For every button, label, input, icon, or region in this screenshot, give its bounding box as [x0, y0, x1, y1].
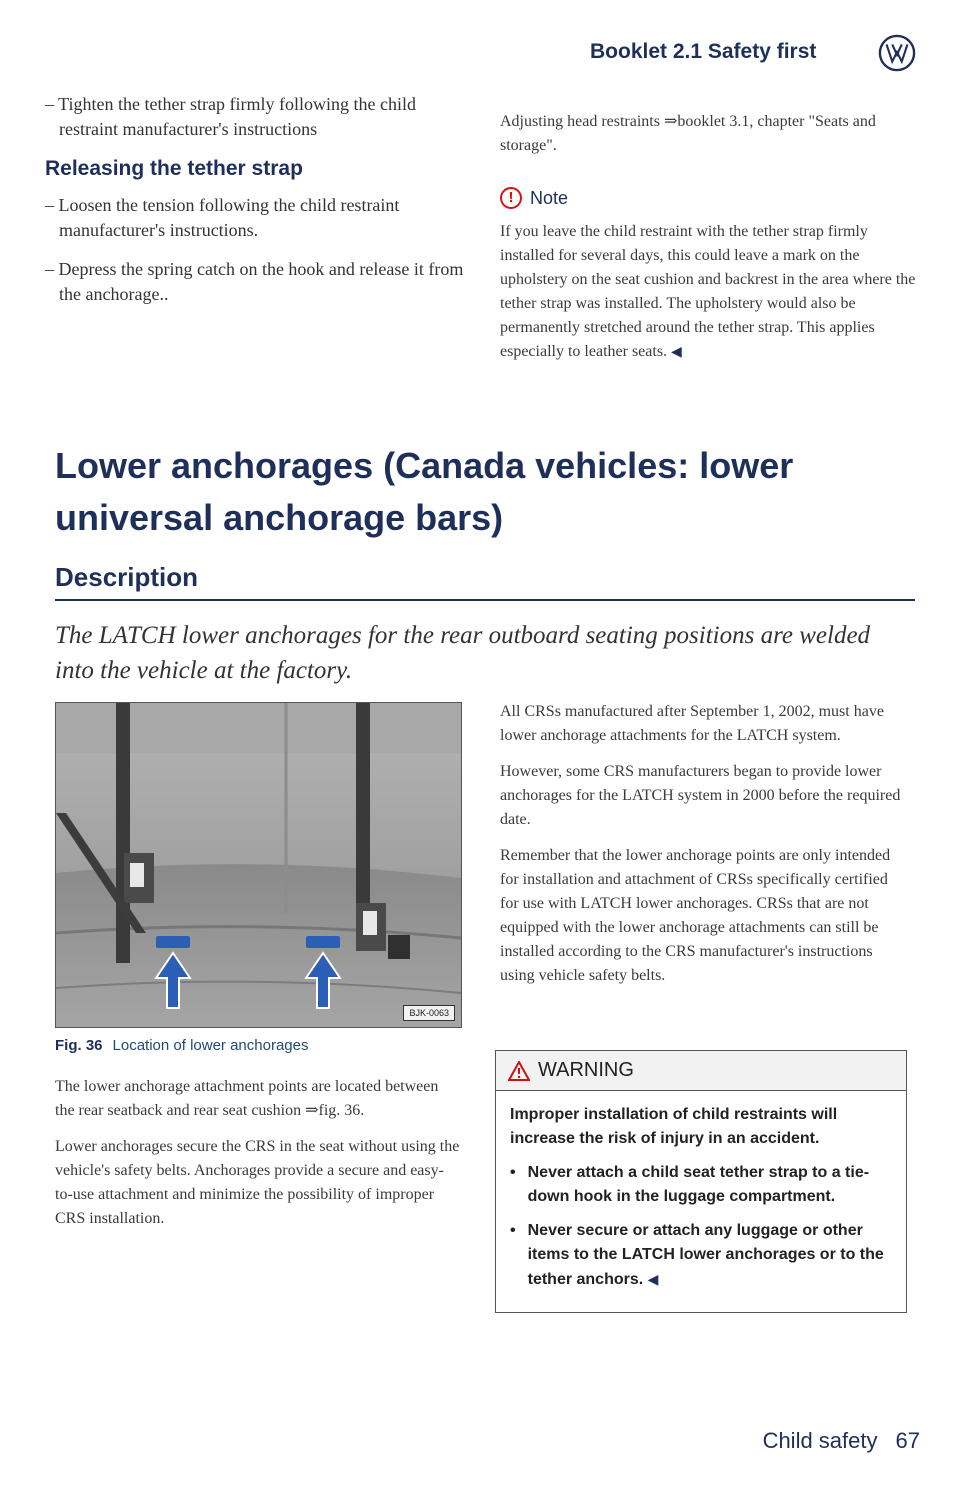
section-title: Lower anchorages (Canada vehicles: lower universal anchorage bars) [55, 445, 794, 538]
note-heading [500, 186, 920, 210]
chapter-name: Child safety [762, 1428, 878, 1453]
crs-manufactured-paragraph: All CRSs manufactured after September 1, 2002, must have lower anchorage attachments for the LATCH system. [500, 703, 884, 744]
warning-bullet [510, 1219, 892, 1302]
page-header [590, 28, 920, 78]
head-restraint-note [500, 110, 920, 365]
crs-remember-paragraph: Remember that the lower anchorage points are only intended for installation and attachment of CRSs specifically certified for use with LATCH lower anchorages. CRSs that are not equipped with the lower anchorage attachments can still be installed according to the CRS manufacturer's instructions using vehicle safety belts. [500, 847, 891, 984]
end-marker-icon: ◀ [671, 345, 682, 360]
bullet-icon: • [510, 1164, 516, 1181]
warning-intro: Improper installation of child restraints will increase the risk of injury in an accident. [510, 1106, 838, 1147]
bullet-icon: • [510, 1222, 516, 1239]
header-title: Booklet 2.1 Safety first [590, 40, 817, 63]
warning-bullet [510, 1161, 892, 1219]
warning-triangle-icon [508, 1061, 530, 1081]
note-text: If you leave the child restraint with the tether strap firmly installed for several days, this could leave a mark on the upholstery on the seat cushion and backrest in the area where the tether strap was installed. The upholstery would also be permanently stretched around the tether strap. This applies especially to leather seats. ◀ [500, 223, 916, 360]
warning-label: WARNING [538, 1059, 634, 1081]
vw-logo-icon [878, 34, 916, 72]
release-heading: Releasing the tether strap [45, 157, 303, 180]
rear-seat-illustration [56, 703, 461, 1027]
figure-caption [55, 1037, 460, 1054]
depress-step: – Depress the spring catch on the hook and release it from the anchorage.. [45, 259, 464, 304]
warning-body [496, 1091, 906, 1312]
warning-bullet-text: Never attach a child seat tether strap to a tie-down hook in the luggage compartment. [527, 1164, 870, 1205]
info-circle-icon: ! [500, 187, 522, 209]
loosen-step: – Loosen the tension following the child restraint manufacturer's instructions. [45, 195, 400, 240]
figure-caption-text: Location of lower anchorages [112, 1037, 309, 1054]
lower-anchorage-text [55, 1075, 460, 1243]
page-footer [700, 1428, 920, 1454]
tether-instructions [45, 92, 465, 321]
crs-info-text [500, 700, 910, 1000]
tighten-step: – Tighten the tether strap firmly following the child restraint manufacturer's instructions [45, 94, 416, 139]
description-heading-block [55, 562, 915, 601]
page-number: 67 [895, 1428, 920, 1453]
warning-header [496, 1051, 906, 1091]
adjusting-link-text[interactable]: Adjusting head restraints ⇒booklet 3.1, chapter "Seats and storage". [500, 113, 876, 154]
location-paragraph: The lower anchorage attachment points are located between the rear seatback and rear seat cushion ⇒fig. 36. [55, 1078, 439, 1119]
crs-2000-paragraph: However, some CRS manufacturers began to provide lower anchorages for the LATCH system in 2000 before the required date. [500, 763, 901, 828]
intro-text: The LATCH lower anchorages for the rear outboard seating positions are welded into the vehicle at the factory. [55, 622, 871, 684]
anchorage-figure [55, 702, 462, 1028]
warning-bullet-text: Never secure or attach any luggage or other items to the LATCH lower anchorages or to the tether anchors. ◀ [527, 1222, 884, 1288]
note-label: Note [530, 188, 569, 208]
subsection-title: Description [55, 562, 915, 601]
warning-box [495, 1050, 907, 1313]
secure-paragraph: Lower anchorages secure the CRS in the seat without using the vehicle's safety belts. Anchorages provide a secure and easy-to-use attachment and minimize the possibility of improper CRS installation. [55, 1138, 460, 1227]
end-marker-icon: ◀ [647, 1271, 659, 1287]
figure-code: BJK-0063 [403, 1005, 455, 1021]
figure-number: Fig. 36 [55, 1037, 103, 1054]
